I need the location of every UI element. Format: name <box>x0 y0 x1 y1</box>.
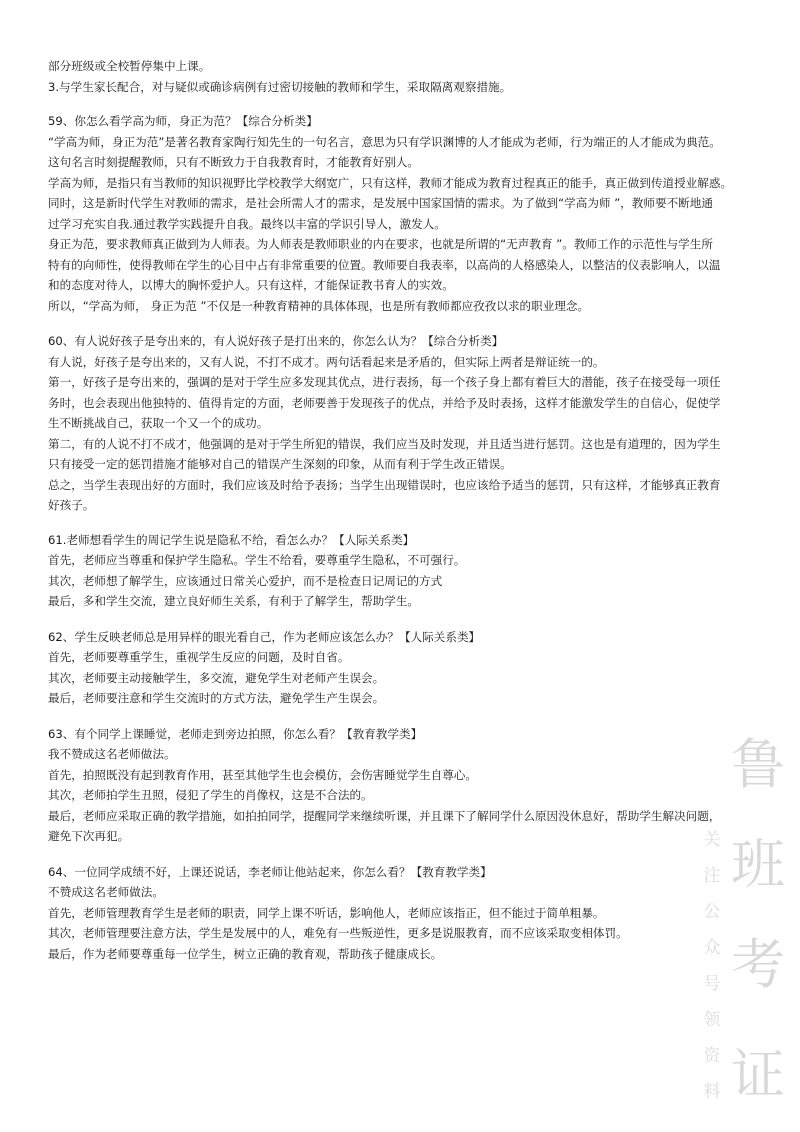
answer-line: 最后，作为老师要尊重每一位学生，树立正确的教育观，帮助孩子健康成长。 <box>48 946 443 961</box>
question-60 <box>48 331 764 516</box>
answer-line: 学高为师，是指只有当教师的知识视野比学校教学大纲宽广，只有这样，教师才能成为教育过程真正的能手，真正做到传道授业解惑。 <box>48 175 733 190</box>
document-body <box>48 56 764 964</box>
answer-line: 我不赞成这名老师做法。 <box>48 747 176 761</box>
watermark-small-char: 号 <box>703 974 721 994</box>
watermark-small-char: 料 <box>703 1082 721 1102</box>
answer-line: 生不断挑战自己，获取一个又一个的成功。 <box>48 416 269 430</box>
answer-line: 好孩子。 <box>48 498 95 512</box>
answer-line: 这句名言时刻提醒教师，只有不断致力于自我教育时，才能教育好别人。 <box>48 155 420 169</box>
answer-line: 最后，老师要注意和学生交流时的方式方法，避免学生产生误会。 <box>48 691 385 705</box>
question-62 <box>48 627 764 709</box>
paragraph-line: 部分班级或全校暂停集中上课。 <box>48 59 211 73</box>
answer-line: 和的态度对待人，以博大的胸怀爱护人。只有这样，才能保证教书育人的实效。 <box>48 278 454 292</box>
watermark-small-char: 领 <box>703 1010 721 1030</box>
watermark-small-char: 注 <box>703 866 721 886</box>
answer-line: 身正为范，要求教师真正做到为人师表。为人师表是教师职业的内在要求，也就是所谓的“无声教育 ”。教师工作的示范性与学生所 <box>48 237 713 251</box>
watermark-vertical-text <box>700 822 724 1110</box>
answer-line: 总之，当学生表现出好的方面时，我们应该及时给予表扬；当学生出现错误时，也应该给予适当的惩罚，只有这样，才能够真正教育 <box>48 477 721 492</box>
answer-line: 第一，好孩子是夸出来的，强调的是对于学生应多发现其优点，进行表扬，每一个孩子身上都有着巨大的潜能，孩子在接受每一项任 <box>48 375 721 389</box>
watermark-small-char: 公 <box>703 902 721 922</box>
watermark-small-char: 关 <box>703 830 721 850</box>
answer-line: 最后，老师应采取正确的教学措施，如拍拍同学，提醒同学来继续听课，并且课下了解同学什么原因没休息好，帮助学生解决问题， <box>48 808 721 823</box>
watermark-char: 班 <box>731 833 785 896</box>
paragraph-line: 3.与学生家长配合，对与疑似或确诊病例有过密切接触的教师和学生，采取隔离观察措施。 <box>48 79 512 94</box>
watermark-char: 考 <box>731 933 785 996</box>
answer-line: 最后，多和学生交流，建立良好师生关系，有利于了解学生，帮助学生。 <box>48 594 420 608</box>
question-61 <box>48 530 764 612</box>
question-59 <box>48 111 764 316</box>
answer-line: 不赞成这名老师做法。 <box>48 885 164 899</box>
question-title: 64、一位同学成绩不好，上课还说话，李老师让他站起来，你怎么看？【教育教学类】 <box>48 864 492 879</box>
intro-section <box>48 56 764 97</box>
question-title: 62、学生反映老师总是用异样的眼光看自己，作为老师应该怎么办？【人际关系类】 <box>48 629 481 644</box>
question-title: 60、有人说好孩子是夸出来的，有人说好孩子是打出来的，你怎么认为？【综合分析类】 <box>48 334 504 348</box>
question-title: 59、你怎么看学高为师，身正为范？【综合分析类】 <box>48 114 318 128</box>
watermark-small-char: 资 <box>703 1046 721 1066</box>
answer-line: 只有接受一定的惩罚措施才能够对自己的错误产生深刻的印象，从而有利于学生改正错误。 <box>48 457 512 471</box>
question-64 <box>48 862 764 965</box>
watermark-char: 鲁 <box>731 733 785 796</box>
answer-line: 同时，这是新时代学生对教师的需求，是社会所需人才的需求，是发展中国家国情的需求。为了做到“学高为师 ”，教师要不断地通 <box>48 196 713 210</box>
answer-line: 首先，拍照既没有起到教育作用，甚至其他学生也会模仿，会伤害睡觉学生自尊心。 <box>48 767 477 782</box>
answer-line: 务时，也会表现出他独特的、值得肯定的方面，老师要善于发现孩子的优点，并给予及时表扬，这样才能激发学生的自信心，促使学 <box>48 395 721 410</box>
answer-line: 其次，老师要主动接触学生，多交流，避免学生对老师产生误会。 <box>48 670 385 685</box>
watermark-char: 证 <box>731 1043 785 1106</box>
answer-line: 其次，老师拍学生丑照，侵犯了学生的肖像权，这是不合法的。 <box>48 788 373 802</box>
watermark-small-char: 众 <box>703 938 721 958</box>
question-title: 61.老师想看学生的周记学生说是隐私不给，看怎么办？【人际关系类】 <box>48 532 415 547</box>
answer-line: 首先，老师管理教育学生是老师的职责，同学上课不听话，影响他人，老师应该指正，但不能过于简单粗暴。 <box>48 905 605 920</box>
answer-line: 所以，“学高为师， 身正为范 ”不仅是一种教育精神的具体体现，也是所有教师都应孜孜以求的职业理念。 <box>48 298 590 313</box>
answer-line: 过学习充实自我.通过教学实践提升自我。最终以丰富的学识引导人，激发人。 <box>48 216 446 231</box>
question-63 <box>48 724 764 847</box>
question-title: 63、有个同学上课睡觉，老师走到旁边拍照，你怎么看？【教育教学类】 <box>48 726 423 741</box>
answer-line: 避免下次再犯。 <box>48 829 130 843</box>
answer-line: 有人说，好孩子是夸出来的，又有人说，不打不成才。两句话看起来是矛盾的，但实际上两者是辩证统一的。 <box>48 354 605 369</box>
answer-line: 特有的向师性，使得教师在学生的心目中占有非常重要的位置。教师要自我表率，以高尚的人格感染人，以整洁的仪表影响人，以温 <box>48 257 721 272</box>
answer-line: 第二，有的人说不打不成才，他强调的是对于学生所犯的错误，我们应当及时发现，并且适当进行惩罚。这也是有道理的，因为学生 <box>48 436 721 451</box>
answer-line: 首先，老师应当尊重和保护学生隐私。学生不给看，要尊重学生隐私，不可强行。 <box>48 553 466 567</box>
answer-line: 其次，老师管理要注意方法，学生是发展中的人，难免有一些叛逆性，更多是说服教育，而不应该采取变相体罚。 <box>48 926 628 940</box>
answer-line: 首先，老师要尊重学生，重视学生反应的问题，及时自省。 <box>48 650 350 664</box>
answer-line: 其次，老师想了解学生，应该通过日常关心爱护，而不是检查日记周记的方式 <box>48 573 443 588</box>
answer-line: “学高为师，身正为范”是著名教育家陶行知先生的一句名言，意思为只有学识渊博的人才能成为老师，行为端正的人才能成为典范。 <box>48 134 721 149</box>
